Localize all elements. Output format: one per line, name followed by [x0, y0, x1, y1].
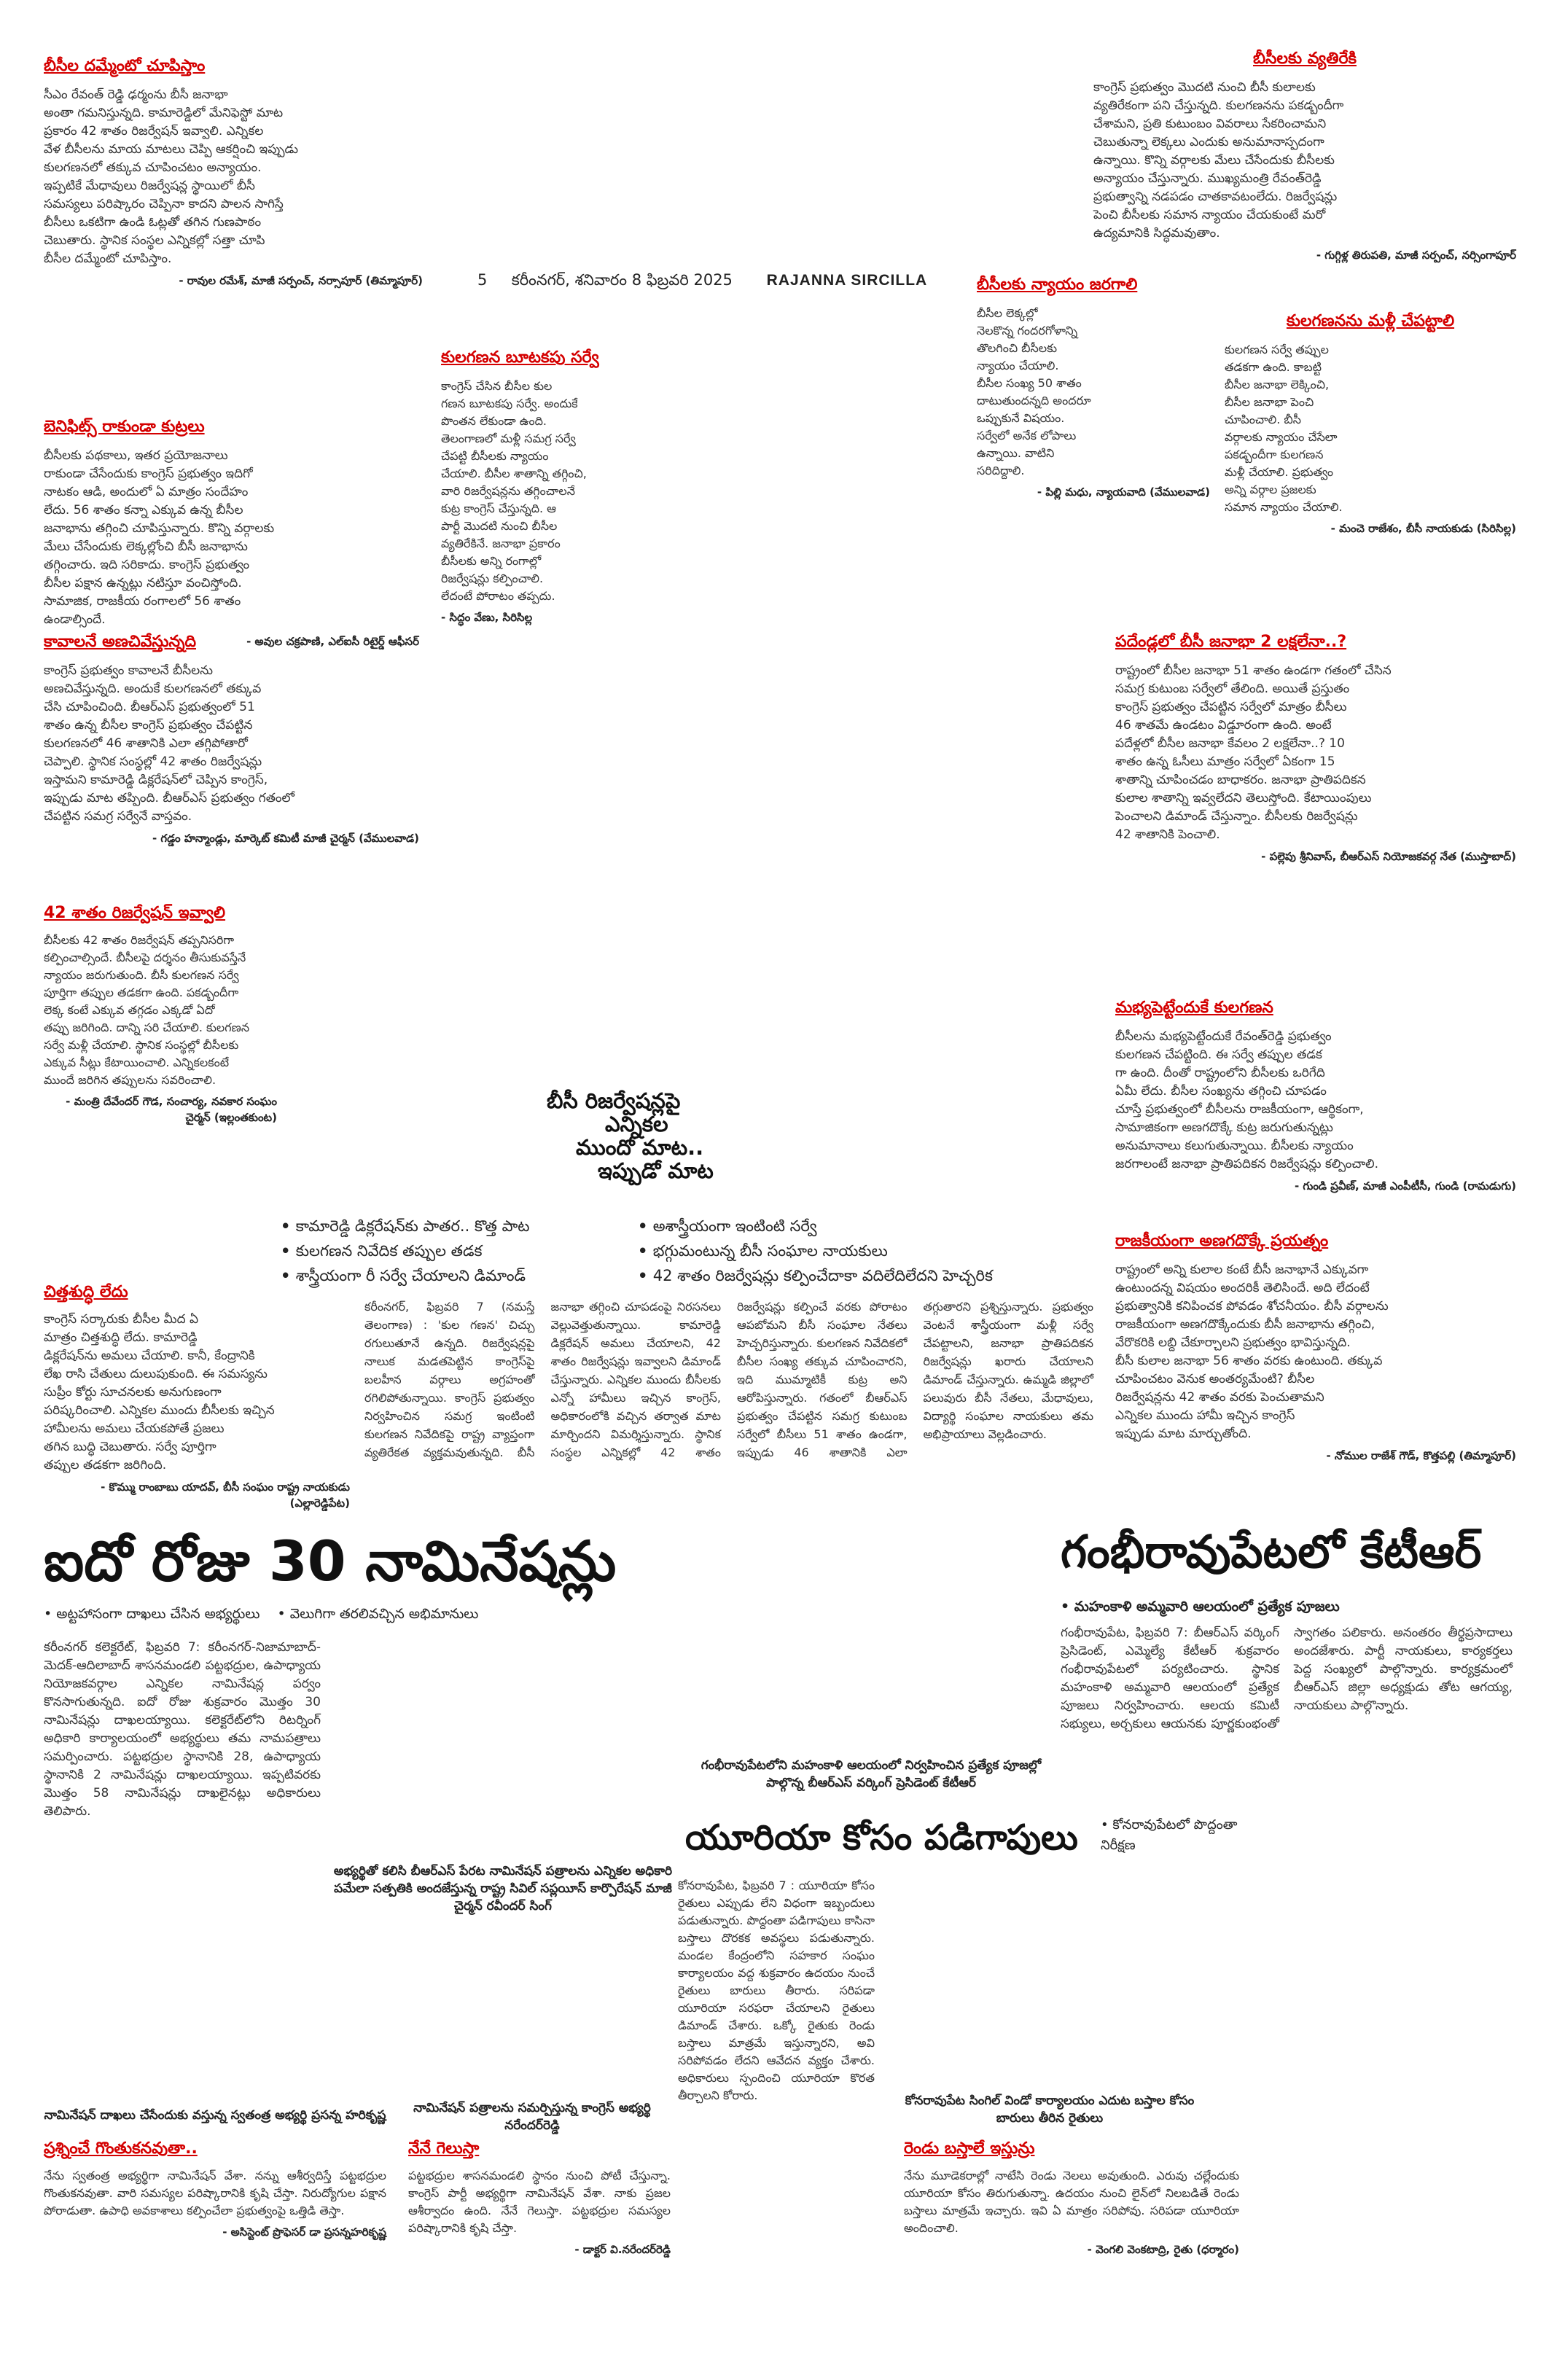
feature-title	[547, 1090, 765, 1183]
grad-quote-body: నేను స్వతంత్ర అభ్యర్థిగా నామినేషన్ వేశా. నన్ను ఆశీర్వదిస్తే పట్టభద్రుల గొంతుకనవుతా. వారి సమస్యల పరిష్కారానికి కృషి చేస్తా. నిరుద్యోగుల పక్షాన పోరాడుతా. ఉపాధి అవకాశాలు కల్పించేలా ప్రభుత్వంపై ఒత్తిడి తెస్తా.	[44, 2169, 386, 2217]
letter-heading: రాజకీయంగా అణగదొక్కే ప్రయత్నం	[1115, 1232, 1329, 1250]
letter-body: బీసీలకు 42 శాతం రిజర్వేషన్ తప్పనిసరిగా కల్పించాల్సిందే. బీసీలపై దర్శనం తీసుకువస్తేనే న్యాయం జరుగుతుంది. బీసీ కులగణన సర్వే పూర్తిగా తప్పుల తడకగా ఉంది. పకడ్బందీగా లెక్క కంటే ఎక్కువ తగ్గడం ఎక్కడో ఏదో తప్పు జరిగింది. దాన్ని సరి చేయాలి. కులగణన సర్వే మళ్లీ చేయాలి. స్థానిక సంస్థల్లో బీసీలకు ఎక్కువ సీట్లు కేటాయించాలి. ఎన్నికలకంటే ముందే జరిగిన తప్పులను సవరించాలి.	[44, 933, 250, 1087]
feature-title-line: బీసీ రిజర్వేషన్లపై	[547, 1088, 681, 1113]
letter-signature: - గుండి ప్రవీణ్, మాజీ ఎంపీటీసీ, గుండి (రామడుగు)	[1294, 1179, 1516, 1193]
nominations-sub: • అట్టహాసంగా దాఖలు చేసిన అభ్యర్థులు	[44, 1604, 260, 1624]
urea-quote	[904, 2139, 1239, 2259]
grad-quote-2	[408, 2139, 671, 2259]
letter-l9	[1225, 312, 1516, 538]
grad-quote-heading: ప్రశ్నించే గొంతుకనవుతా..	[44, 2139, 198, 2158]
feature-bullet: • శాస్త్రీయంగా రీ సర్వే చేయాలని డిమాండ్	[281, 1263, 638, 1288]
letter-heading: బెనిఫిట్స్ రాకుండా కుట్రలు	[44, 418, 205, 436]
urea-photo	[889, 1881, 1516, 2070]
letter-signature: - పల్లెపు శ్రీనివాస్, బీఆర్ఎస్ నియోజకవర్గ నేత (ముస్తాబాద్)	[1261, 850, 1516, 863]
ktr-sub: • మహంకాళి అమ్మవారి ఆలయంలో ప్రత్యేక పూజలు	[1061, 1596, 1513, 1617]
feature-bullet: • అశాస్త్రీయంగా ఇంటింటి సర్వే	[638, 1214, 1082, 1238]
letter-l1	[44, 57, 423, 290]
nominations-sub: • వెలుగిగా తరలివచ్చిన అభిమానులు	[277, 1604, 478, 1624]
letter-body: సీఎం రేవంత్ రెడ్డి ఢర్మంను బీసీ జనాభా అంతా గమనిస్తున్నది. కామారెడ్డిలో మేనిఫెస్టో మాట ప్రకారం 42 శాతం రిజర్వేషన్ ఇవ్వాలి. ఎన్నికల వేళ బీసీలను మాయ మాటలు చెప్పి ఆకర్షించి ఇప్పుడు కులగణనలో తక్కువ చూపించటం అన్యాయం. ఇప్పటికే మేధావులు రిజర్వేషన్ల స్థాయిలో బీసీ సమస్యలు పరిష్కారం చెప్పినా కాదని పాలన సాగిస్తే బీసీలు ఒకటిగా ఉండి ఓట్లతో తగిన గుణపాఠం చెబుతారు. స్థానిక సంస్థల ఎన్నికల్లో సత్తా చూపి బీసీల దమ్మేంటో చూపిస్తాం.	[44, 87, 298, 266]
grad-quote-body: పట్టభద్రుల శాసనమండలి స్థానం నుంచి పోటీ చేస్తున్నా. కాంగ్రెస్ పార్టీ అభ్యర్థిగా నామినేషన్ వేశా. నాకు ప్రజల ఆశీర్వాదం ఉంది. నేనే గెలుస్తా. పట్టభద్రుల సమస్యల పరిష్కారానికి కృషి చేస్తా.	[408, 2169, 671, 2235]
letter-heading: మభ్యపెట్టేందుకే కులగణన	[1115, 999, 1273, 1017]
feature-bullet: • కులగణన నివేదిక తప్పుల తడక	[281, 1238, 638, 1263]
ktr-photo-caption: గంభీరావుపేటలోని మహంకాళి ఆలయంలో నిర్వహించిన ప్రత్యేక పూజల్లో పాల్గొన్న బీఆర్ఎస్ వర్కింగ్ ప్రెసిడెంట్ కేటీఆర్	[701, 1758, 1042, 1790]
letter-l10	[1115, 633, 1516, 866]
nominations-subs	[44, 1604, 671, 1624]
candidate2-photo-caption: నామినేషన్ పత్రాలను సమర్పిస్తున్న కాంగ్రెస్ అభ్యర్థి నరేందర్‌రెడ్డి	[413, 2101, 651, 2133]
urea-quote-heading: రెండు బస్తాలే ఇస్తున్రు	[904, 2139, 1035, 2158]
feature-title-line: ఇప్పుడో మాట	[598, 1158, 714, 1183]
feature-body: కరీంనగర్, ఫిబ్రవరి 7 (నమస్తే తెలంగాణ) : 'కుల గణన' చిచ్చు రగులుతూనే ఉన్నది. రిజర్వేషన్లపై నాలుక మడతపెట్టిన కాంగ్రెస్‌పై బలహీన వర్గాలు అగ్రహంతో రగిలిపోతున్నాయి. కాంగ్రెస్ ప్రభుత్వం నిర్వహించిన సమగ్ర ఇంటింటి కులగణన నివేదికపై రాష్ట్ర వ్యాప్తంగా వ్యతిరేకత వ్యక్తమవుతున్నది. బీసీ జనాభా తగ్గించి చూపడంపై నిరసనలు వెల్లువెత్తుతున్నాయి. కామారెడ్డి డిక్లరేషన్ అమలు చేయాలని, 42 శాతం రిజర్వేషన్లు ఇవ్వాలని డిమాండ్ చేస్తున్నారు. ఎన్నికల ముందు బీసీలకు ఎన్నో హామీలు ఇచ్చిన కాంగ్రెస్, అధికారంలోకి వచ్చిన తర్వాత మాట మార్చిందని విమర్శిస్తున్నారు. స్థానిక సంస్థల ఎన్నికల్లో 42 శాతం రిజర్వేషన్లు కల్పించే వరకు పోరాటం ఆపబోమని బీసీ సంఘాల నేతలు హెచ్చరిస్తున్నారు. కులగణన నివేదికలో బీసీల సంఖ్య తక్కువ చూపించారని, ఇది ముమ్మాటికీ కుట్ర అని ఆరోపిస్తున్నారు. గతంలో బీఆర్ఎస్ ప్రభుత్వం చేపట్టిన సమగ్ర కుటుంబ సర్వేలో బీసీలు 51 శాతం ఉండగా, ఇప్పుడు 46 శాతానికి ఎలా తగ్గుతారని ప్రశ్నిస్తున్నారు. ప్రభుత్వం వెంటనే శాస్త్రీయంగా మళ్లీ సర్వే చేపట్టాలని, జనాభా ప్రాతిపదికన రిజర్వేషన్లు ఖరారు చేయాలని డిమాండ్ చేస్తున్నారు. ఉమ్మడి జిల్లాలో పలువురు బీసీ నేతలు, మేధావులు, విద్యార్థి సంఘాల నాయకులు తమ అభిప్రాయాలు వెల్లడించారు.	[364, 1300, 1093, 1459]
letter-body: కాంగ్రెస్ సర్కారుకు బీసీల మీద ఏ మాత్రం చిత్తశుద్ధి లేదు. కామారెడ్డి డిక్లరేషన్‌ను అమలు చేయాలి. కానీ, కేంద్రానికి లేఖ రాసి చేతులు దులుపుకుంది. ఈ సమస్యను సుప్రీం కోర్టు సూచనలకు అనుగుణంగా పరిష్కరించాలి. ఎన్నికల ముందు బీసీలకు ఇచ్చిన హామీలను అమలు చేయకపోతే ప్రజలు తగిన బుద్ధి చెబుతారు. సర్వే పూర్తిగా తప్పుల తడకగా జరిగింది.	[44, 1312, 275, 1472]
farmer-photo	[1254, 2114, 1516, 2354]
letter-signature: - మంత్రి దేవేందర్ గౌడ, సంచార్య, నవకార సంఘం చైర్మన్ (ఇల్లంతకుంట)	[66, 1095, 277, 1124]
candidate-photo	[44, 1932, 386, 2092]
ktr-photo	[700, 1633, 1042, 1749]
grad-quote-1	[44, 2139, 386, 2242]
urea-quote-body: నేను మూడెకరాల్లో నాటేసి రెండు నెలలు అవుతుంది. ఎరువు చల్లేందుకు యూరియా కోసం తిరుగుతున్నా. ఉదయం నుంచి లైన్‌లో నిలబడితే రెండు బస్తాలు మాత్రమే ఇచ్చారు. ఇవి ఏ మాత్రం సరిపోవు. సరిపడా యూరియా అందించాలి.	[904, 2169, 1239, 2235]
letter-signature: - అవుల చక్రపాణి, ఎల్ఐసీ రిటైర్డ్ ఆఫీసర్	[246, 635, 419, 648]
letter-heading: కావాలనే అణచివేస్తున్నది	[44, 633, 196, 651]
nominations-headline: ఐదో రోజు 30 నామినేషన్లు	[44, 1529, 617, 1593]
letter-body: కాంగ్రెస్ ప్రభుత్వం కావాలనే బీసీలను అణచివేస్తున్నది. అందుకే కులగణనలో తక్కువ చేసి చూపించింది. బీఆర్ఎస్ ప్రభుత్వంలో 51 శాతం ఉన్న బీసీల కాంగ్రెస్ ప్రభుత్వం చేపట్టిన కులగణనలో 46 శాతానికి ఎలా తగ్గిపోతారో చెప్పాలి. స్థానిక సంస్థల్లో 42 శాతం రిజర్వేషన్లు ఇస్తామని కామారెడ్డి డిక్లరేషన్‌లో చెప్పిన కాంగ్రెస్, ఇప్పుడు మాట తప్పింది. బీఆర్ఎస్ ప్రభుత్వం గతంలో చేపట్టిన సమగ్ర సర్వేనే వాస్తవం.	[44, 663, 295, 824]
urea-sub: • కోనరావుపేటలో పొద్దంతా నిరీక్షణ	[1101, 1815, 1254, 1856]
letter-l11	[1115, 999, 1516, 1195]
letter-heading: బీసీల దమ్మేంటో చూపిస్తాం	[44, 57, 206, 75]
date-line: కరీంనగర్, శనివారం 8 ఫిబ్రవరి 2025	[511, 271, 733, 289]
letter-signature: - గుగ్గిళ్ల తిరుపతి, మాజీ సర్పంచ్, నర్సింగాపూర్	[1316, 249, 1516, 262]
letter-body: బీసీల లెక్కల్లో నెలకొన్న గందరగోళాన్ని తొలగించి బీసీలకు న్యాయం చేయాలి. బీసీల సంఖ్య 50 శాతం దాటుతుందన్నది అందరూ ఒప్పుకునే విషయం. సర్వేలో అనేక లోపాలు ఉన్నాయి. వాటిని సరిదిద్దాలి.	[977, 306, 1091, 477]
feature-title-line: ఎన్నికల	[605, 1111, 668, 1136]
urea-quote-signature: - వెంగలి వెంకటాద్రి, రైతు (ధర్మారం)	[1087, 2243, 1239, 2256]
nominations-photo	[335, 1633, 678, 1852]
letter-l2	[44, 418, 419, 651]
letter-signature: - రావుల రమేశ్, మాజీ సర్పంచ్, నర్సాపూర్ (తిమ్మాపూర్)	[179, 274, 423, 287]
letter-body: కాంగ్రెస్ ప్రభుత్వం మొదటి నుంచి బీసీ కులాలకు వ్యతిరేకంగా పని చేస్తున్నది. కులగణనను పకడ్బందీగా చేశామని, ప్రతి కుటుంబం వివరాలు సేకరించామని చెబుతున్నా లెక్కలు ఎందుకు అనుమానాస్పదంగా ఉన్నాయి. కొన్ని వర్గాలకు మేలు చేసేందుకు బీసీలకు అన్యాయం చేస్తున్నారు. ముఖ్యమంత్రి రేవంత్‌రెడ్డి ప్రభుత్వాన్ని నడపడం చాతకావటంలేదు. రిజర్వేషన్లు పెంచి బీసీలకు సమాన న్యాయం చేయకుంటే మరో ఉద్యమానికి సిద్ధమవుతాం.	[1093, 80, 1344, 241]
grad-quote-signature: - అసిస్టెంట్ ప్రొఫెసర్ డా ప్రసన్నహరికృష్ణ	[222, 2225, 386, 2239]
edition-name: RAJANNA SIRCILLA	[766, 272, 928, 289]
letter-heading: 42 శాతం రిజర్వేషన్ ఇవ్వాలి	[44, 904, 226, 922]
letter-heading: పదేండ్లలో బీసీ జనాభా 2 లక్షలేనా..?	[1115, 633, 1347, 651]
ktr-body: గంభీరావుపేట, ఫిబ్రవరి 7: బీఆర్ఎస్ వర్కింగ్ ప్రెసిడెంట్, ఎమ్మెల్యే కేటీఆర్ శుక్రవారం గంభీరావుపేటలో పర్యటించారు. స్థానిక మహంకాళి అమ్మవారి ఆలయంలో ప్రత్యేక పూజలు నిర్వహించారు. ఆలయ కమిటీ సభ్యులు, అర్చకులు ఆయనకు పూర్ణకుంభంతో స్వాగతం పలికారు. అనంతరం తీర్థప్రసాదాలు అందజేశారు. పార్టీ నాయకులు, కార్యకర్తలు పెద్ద సంఖ్యలో పాల్గొన్నారు. కార్యక్రమంలో బీఆర్ఎస్ జిల్లా అధ్యక్షుడు తోట ఆగయ్య, నాయకులు పాల్గొన్నారు.	[1061, 1626, 1513, 1731]
urea-body: కోనరావుపేట, ఫిబ్రవరి 7 : యూరియా కోసం రైతులు ఎప్పుడు లేని విధంగా ఇబ్బందులు పడుతున్నారు. పొద్దంతా పడిగాపులు కాసినా బస్తాలు దొరకక అవస్థలు పడుతున్నారు. మండల కేంద్రంలోని సహకార సంఘం కార్యాలయం వద్ద శుక్రవారం ఉదయం నుంచే రైతులు బారులు తీరారు. సరిపడా యూరియా సరఫరా చేయాలని రైతులు డిమాండ్ చేశారు. ఒక్కో రైతుకు రెండు బస్తాలు మాత్రమే ఇస్తున్నారని, అవి సరిపోవడం లేదని ఆవేదన వ్యక్తం చేశారు. అధికారులు స్పందించి యూరియా కొరత తీర్చాలని కోరారు.	[678, 1878, 875, 2102]
letter-heading: బీసీలకు న్యాయం జరగాలి	[977, 276, 1138, 294]
letter-l6	[441, 348, 667, 627]
feature-bullets	[281, 1214, 1082, 1288]
masthead	[477, 271, 937, 293]
feature-bullet: • కామారెడ్డి డిక్లరేషన్‌కు పాతర.. కొత్త పాట	[281, 1214, 638, 1238]
letter-heading: కులగణనను మళ్లీ చేపట్టాలి	[1286, 312, 1455, 330]
letter-signature: - పిల్లి మధు, న్యాయవాది (వేములవాడ)	[1037, 485, 1210, 499]
letter-body: రాష్ట్రంలో అన్ని కులాల కంటే బీసీ జనాభానే ఎక్కువగా ఉంటుందన్న విషయం అందరికీ తెలిసిందే. అది లేదంటే ప్రభుత్వానికి కనిపించక పోవడం శోచనీయం. బీసీ వర్గాలను రాజకీయంగా అణగదొక్కేందుకు బీసీ జనాభాను తగ్గించి, వేరొకరికి లబ్ది చేకూర్చాలని ప్రభుత్వం భావిస్తున్నది. బీసీ కులాల జనాభా 56 శాతం వరకు ఉంటుంది. తక్కువ చూపించటం వెనుక అంతర్యమేంటి? బీసీల రిజర్వేషన్లను 42 శాతం వరకు పెంచుతామని ఎన్నికల ముందు హామీ ఇచ్చిన కాంగ్రెస్ ఇప్పుడు మాట మార్చుతోంది.	[1115, 1263, 1389, 1441]
letter-l8	[977, 276, 1210, 502]
letter-heading: కులగణన బూటకపు సర్వే	[441, 348, 599, 367]
candidate2-photo	[394, 1932, 671, 2092]
feature-title-line: ముందో మాట..	[576, 1134, 704, 1160]
letter-body: రాష్ట్రంలో బీసీల జనాభా 51 శాతం ఉండగా గతంలో చేసిన సమగ్ర కుటుంబ సర్వేలో తేలింది. అయితే ప్రస్తుతం కాంగ్రెస్ ప్రభుత్వం చేపట్టిన సర్వేలో మాత్రం బీసీలు 46 శాతమే ఉండటం విడ్డూరంగా ఉంది. అంటే పదేళ్లలో బీసీల జనాభా కేవలం 2 లక్షలేనా..? 10 శాతం ఉన్న ఓసీలు మాత్రం సర్వేలో ఏకంగా 15 శాతాన్ని చూపించడం బాధాకరం. జనాభా ప్రాతిపదికన కులాల శాతాన్ని ఇవ్వలేదని తెలుస్తోంది. కేటాయింపులు పెంచాలని డిమాండ్ చేస్తున్నాం. బీసీలకు రిజర్వేషన్లు 42 శాతానికి పెంచాలి.	[1115, 663, 1392, 842]
letter-body: బీసీలకు పథకాలు, ఇతర ప్రయోజనాలు రాకుండా చేసేందుకు కాంగ్రెస్ ప్రభుత్వం ఇదిగో నాటకం ఆడి, అందులో ఏ మాత్రం సందేహం లేదు. 56 శాతం కన్నా ఎక్కువ ఉన్న బీసీల జనాభాను తగ్గించి చూపిస్తున్నారు. కొన్ని వర్గాలకు మేలు చేసేందుకు లెక్కల్లోంచి బీసీ జనాభాను తగ్గించారు. ఇది సరికాదు. కాంగ్రెస్ ప్రభుత్వం బీసీల పక్షాన ఉన్నట్లు నటిస్తూ వంచిస్తోంది. సామాజిక, రాజకీయ రంగాలలో 56 శాతం ఉండాల్సిందే.	[44, 448, 275, 627]
letter-signature: - నోముల రాజేశ్ గౌడ్, కొత్తపల్లి (తిమ్మాపూర్)	[1326, 1449, 1516, 1462]
candidate-photo-caption: నామినేషన్ దాఖలు చేసేందుకు వస్తున్న స్వతంత్ర అభ్యర్థి ప్రసన్న హరికృష్ణ	[44, 2108, 386, 2123]
ktr-headline: గంభీరావుపేటలో కేటీఆర్	[1061, 1525, 1482, 1578]
feature-bullet: • భగ్గుమంటున్న బీసీ సంఘాల నాయకులు	[638, 1238, 1082, 1263]
letter-signature: - కొమ్ము రాంబాబు యాదవ్, బీసీ సంఘం రాష్ట్ర నాయకుడు (ఎల్లారెడ్డిపేట)	[101, 1480, 350, 1510]
grad-quote-heading: నేనే గెలుస్తా	[408, 2139, 480, 2158]
grad-quote-signature: - డాక్టర్ వి.నరేందర్‌రెడ్డి	[574, 2243, 671, 2256]
urea-photo-caption: కోనరావుపేట సింగిల్ విండో కార్యాలయం ఎదుట బస్తాల కోసం బారులు తీరిన రైతులు	[905, 2094, 1195, 2126]
letter-signature: - గడ్డం హన్మాండ్లు, మార్కెట్ కమిటీ మాజీ చైర్మన్ (వేములవాడ)	[152, 832, 419, 845]
letter-l5	[44, 1283, 350, 1513]
letter-body: కులగణన సర్వే తప్పుల తడకగా ఉంది. కాబట్టి బీసీల జనాభా లెక్కించి, బీసీల జనాభా పెంచి చూపించాలి. బీసీ వర్గాలకు న్యాయం చేసేలా పకడ్బందీగా కులగణన మళ్లీ చేయాలి. ప్రభుత్వం అన్ని వర్గాల ప్రజలకు సమాన న్యాయం చేయాలి.	[1225, 343, 1343, 514]
nominations-body: కరీంనగర్ కలెక్టరేట్, ఫిబ్రవరి 7: కరీంనగర్-నిజామాబాద్-మెదక్-ఆదిలాబాద్ శాసనమండలి పట్టభద్రుల, ఉపాధ్యాయ నియోజకవర్గాల ఎన్నికల నామినేషన్ల పర్వం కొనసాగుతున్నది. ఐదో రోజు శుక్రవారం మొత్తం 30 నామినేషన్లు దాఖలయ్యాయి. కలెక్టరేట్‌లోని రిటర్నింగ్ అధికారి కార్యాలయంలో అభ్యర్థులు తమ నామపత్రాలు సమర్పించారు. పట్టభద్రుల స్థానానికి 28, ఉపాధ్యాయ స్థానానికి 2 నామినేషన్లు దాఖలయ్యాయి. ఇప్పటివరకు మొత్తం 58 నామినేషన్లు దాఖలైనట్లు అధికారులు తెలిపారు.	[44, 1640, 321, 1819]
letter-body: బీసీలను మభ్యపెట్టేందుకే రేవంత్‌రెడ్డి ప్రభుత్వం కులగణన చేపట్టింది. ఈ సర్వే తప్పుల తడక గా ఉంది. దీంతో రాష్ట్రంలోని బీసీలకు ఒరిగేది ఏమీ లేదు. బీసీల సంఖ్యను తగ్గించి చూపడం చూస్తే ప్రభుత్వంలో బీసీలను రాజకీయంగా, ఆర్థికంగా, సామాజికంగా అణగదొక్కే కుట్ర జరుగుతున్నట్లు అనుమానాలు కలుగుతున్నాయి. బీసీలకు న్యాయం జరగాలంటే జనాభా ప్రాతిపదికన రిజర్వేషన్లు కల్పించాలి.	[1115, 1029, 1378, 1171]
letter-l4	[44, 904, 277, 1127]
feature-bullet: • 42 శాతం రిజర్వేషన్లు కల్పించేదాకా వదిలేదిలేదని హెచ్చరిక	[638, 1263, 1082, 1288]
letter-heading: బీసీలకు వ్యతిరేకి	[1253, 50, 1357, 68]
letter-signature: - మంచె రాజేశం, బీసీ నాయకుడు (సిరిసిల్ల)	[1330, 522, 1516, 535]
nominations-photo-caption: అభ్యర్థితో కలిసి బీఆర్ఎస్ పేరట నామినేషన్ పత్రాలను ఎన్నికల అధికారి పమేలా సత్పతికి అందజేస్తున్న రాష్ట్ర సివిల్ సప్లయీస్ కార్పొరేషన్ మాజీ చైర్మన్ రవీందర్ సింగ్	[333, 1864, 673, 1913]
letter-body: కాంగ్రెస్ చేసిన బీసీల కుల గణన బూటకపు సర్వే. అందుకే పొంతన లేకుండా ఉంది. తెలంగాణలో మళ్లీ సమగ్ర సర్వే చేపట్టి బీసీలకు న్యాయం చేయాలి. బీసీల శాతాన్ని తగ్గించి, వారి రిజర్వేషన్లను తగ్గించాలనే కుట్ర కాంగ్రెస్ చేస్తున్నది. ఆ పార్టీ మొదటి నుంచి బీసీల వ్యతిరేకినే. జనాభా ప్రకారం బీసీలకు అన్ని రంగాల్లో రిజర్వేషన్లు కల్పించాలి. లేదంటే పోరాటం తప్పదు.	[441, 379, 587, 603]
letter-signature: - సిద్ధం వేణు, సిరిసిల్ల	[441, 611, 533, 624]
urea-headline: యూరియా కోసం పడిగాపులు	[685, 1817, 1078, 1858]
letter-l7	[1093, 50, 1516, 265]
letter-l3	[44, 633, 419, 848]
letter-heading: చిత్తశుద్ధి లేదు	[44, 1283, 128, 1301]
letter-l12	[1115, 1232, 1516, 1465]
page-number: 5	[477, 271, 488, 289]
